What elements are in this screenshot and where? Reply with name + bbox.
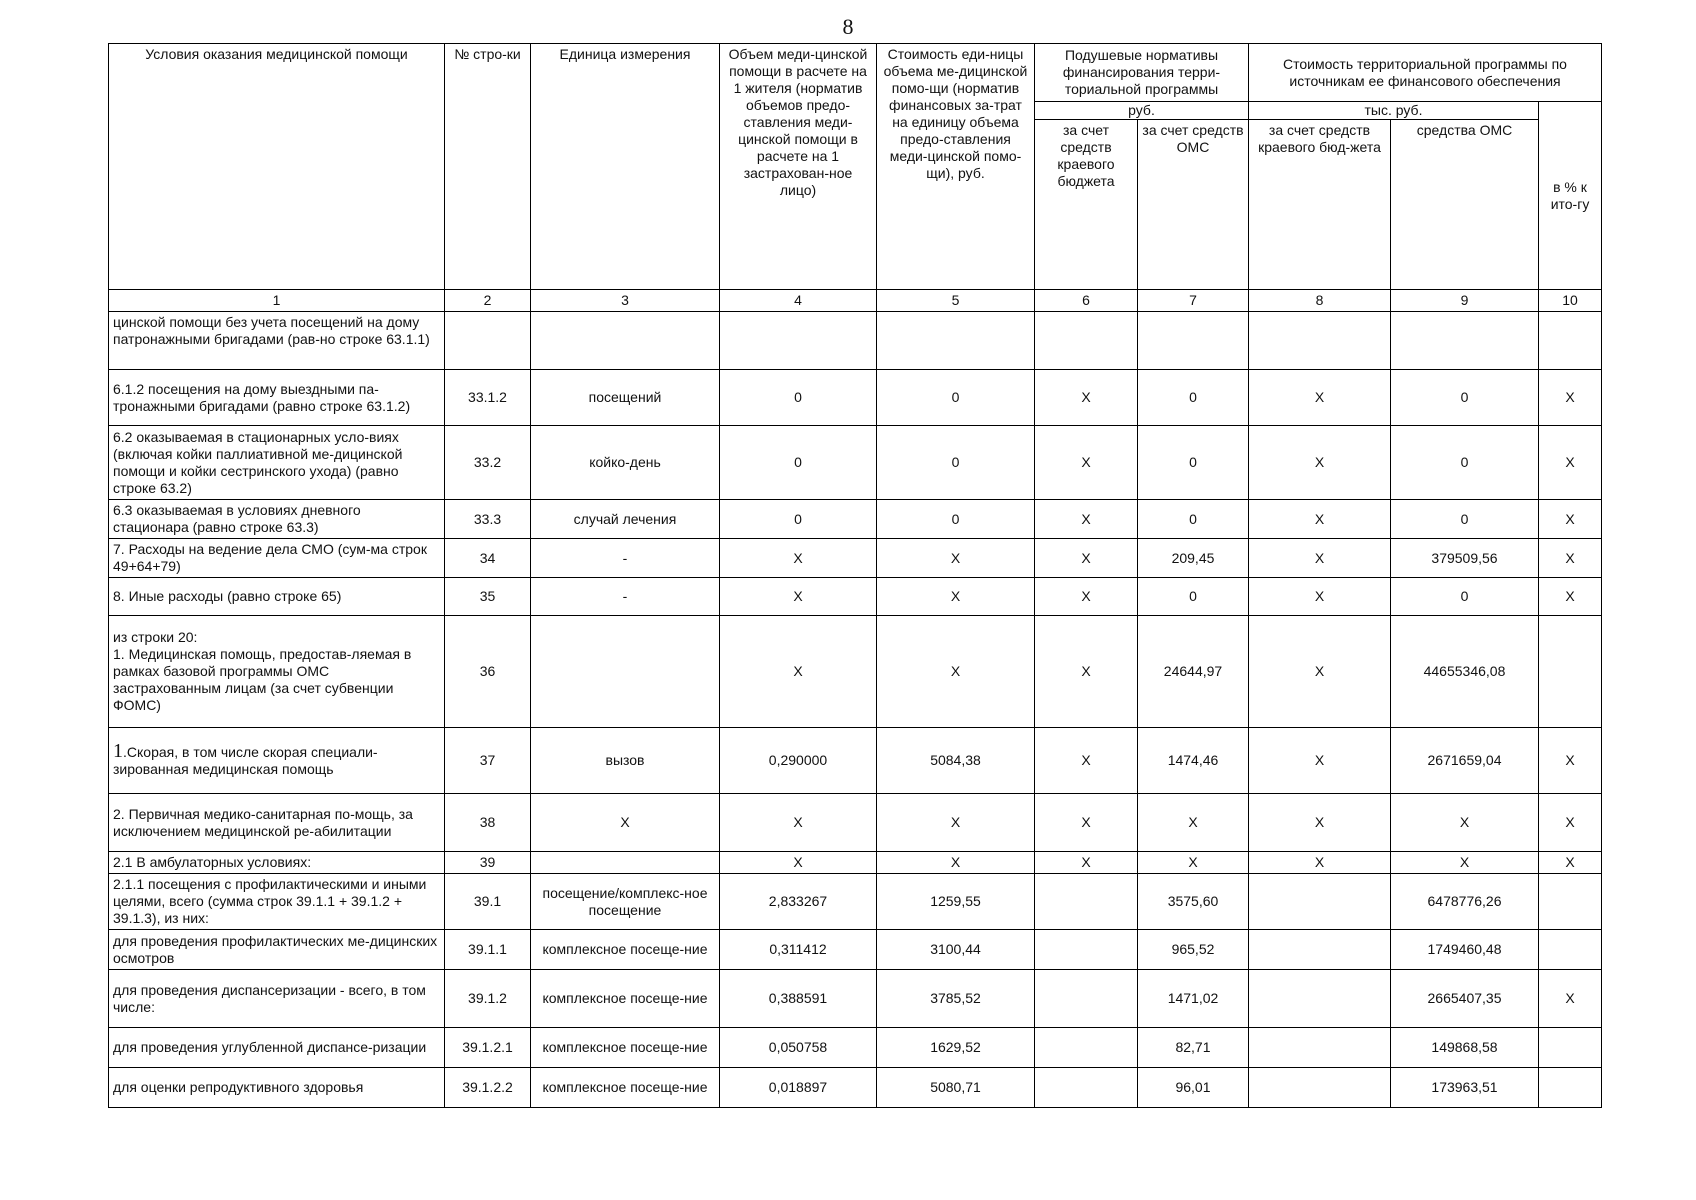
- row-condition-cell: из строки 20: 1. Медицинская помощь, предостав-ляемая в рамках базовой программы ОМС застрахованным лицам (за счет субвенции ФОМС): [109, 616, 445, 728]
- cell-col7: X: [1138, 794, 1249, 852]
- cell-col10: X: [1539, 539, 1602, 578]
- cell-col8: [1249, 970, 1391, 1028]
- header-volume: Объем меди-цинской помощи в расчете на 1 жителя (норматив объемов предо-ставления меди-цинской помощи в расчете на 1 застрахован-ное лицо): [720, 44, 877, 290]
- cell-col2: 34: [445, 539, 531, 578]
- cell-col7: X: [1138, 852, 1249, 874]
- cell-col8: X: [1249, 370, 1391, 426]
- cell-col3: посещение/комплекс-ное посещение: [531, 874, 720, 930]
- cell-col5: X: [877, 578, 1035, 616]
- cell-col5: X: [877, 852, 1035, 874]
- cell-col3: X: [531, 794, 720, 852]
- cell-col9: 0: [1391, 370, 1539, 426]
- cell-col7: 0: [1138, 578, 1249, 616]
- cell-col3: [531, 616, 720, 728]
- cell-col2: 35: [445, 578, 531, 616]
- col-number: 4: [720, 290, 877, 312]
- cell-col8: X: [1249, 578, 1391, 616]
- cell-col8: X: [1249, 500, 1391, 539]
- cell-col3: комплексное посеще-ние: [531, 1028, 720, 1068]
- cell-col2: 33.1.2: [445, 370, 531, 426]
- row-condition-cell: 2.1.1 посещения с профилактическими и иными целями, всего (сумма строк 39.1.1 + 39.1.2 + 39.1.3), из них:: [109, 874, 445, 930]
- header-unit-thousand-rub: тыс. руб.: [1249, 102, 1539, 120]
- cell-col4: 0: [720, 370, 877, 426]
- cell-col2: 39.1.2.1: [445, 1028, 531, 1068]
- header-percent-of-total: в % к ито-гу: [1539, 102, 1602, 290]
- cell-col6: X: [1035, 539, 1138, 578]
- col-number: 2: [445, 290, 531, 312]
- header-conditions: Условия оказания медицинской помощи: [109, 44, 445, 290]
- cell-col6: X: [1035, 500, 1138, 539]
- cell-col9: 44655346,08: [1391, 616, 1539, 728]
- cell-col4: X: [720, 616, 877, 728]
- cell-col2: 38: [445, 794, 531, 852]
- col-number: 5: [877, 290, 1035, 312]
- col-number: 10: [1539, 290, 1602, 312]
- cell-col4: X: [720, 852, 877, 874]
- cell-col9: 1749460,48: [1391, 930, 1539, 970]
- cell-col6: [1035, 874, 1138, 930]
- cell-col4: 2,833267: [720, 874, 877, 930]
- cell-col4: 0,388591: [720, 970, 877, 1028]
- cell-col8: X: [1249, 728, 1391, 794]
- cell-col10: [1539, 1068, 1602, 1108]
- row-condition-cell: [109, 728, 445, 794]
- table-row: [109, 578, 1602, 616]
- cell-col6: X: [1035, 426, 1138, 500]
- cell-col7: 3575,60: [1138, 874, 1249, 930]
- cell-col10: [1539, 874, 1602, 930]
- cell-col6: [1035, 930, 1138, 970]
- cell-col3: случай лечения: [531, 500, 720, 539]
- header-unit-cost: Стоимость еди-ницы объема ме-дицинской помо-щи (норматив финансовых за-трат на единицу объема предо-ставления меди-цинской помо-щи), руб.: [877, 44, 1035, 290]
- cell-col10: X: [1539, 728, 1602, 794]
- cell-col4: [720, 312, 877, 370]
- cell-col2: 37: [445, 728, 531, 794]
- row-condition-cell: 6.1.2 посещения на дому выездными па-тронажными бригадами (равно строке 63.1.2): [109, 370, 445, 426]
- program-cost-table: [108, 43, 1602, 1108]
- cell-col3: вызов: [531, 728, 720, 794]
- row-condition-cell: 8. Иные расходы (равно строке 65): [109, 578, 445, 616]
- cell-col3: посещений: [531, 370, 720, 426]
- table-row: [109, 728, 1602, 794]
- cell-col10: [1539, 930, 1602, 970]
- cell-col9: X: [1391, 852, 1539, 874]
- table-row: [109, 930, 1602, 970]
- table-row: [109, 794, 1602, 852]
- cell-col10: [1539, 616, 1602, 728]
- cell-col7: 96,01: [1138, 1068, 1249, 1108]
- row-condition-cell: 7. Расходы на ведение дела СМО (сум-ма строк 49+64+79): [109, 539, 445, 578]
- cell-col3: -: [531, 539, 720, 578]
- cell-col8: [1249, 874, 1391, 930]
- cell-col2: 39.1.1: [445, 930, 531, 970]
- cell-col6: X: [1035, 852, 1138, 874]
- cell-col4: X: [720, 794, 877, 852]
- cell-col9: X: [1391, 794, 1539, 852]
- row-condition-cell: цинской помощи без учета посещений на дому патронажными бригадами (рав-но строке 63.1.1): [109, 312, 445, 370]
- cell-col2: 39.1.2.2: [445, 1068, 531, 1108]
- cell-col8: X: [1249, 539, 1391, 578]
- cell-col6: [1035, 1028, 1138, 1068]
- table-row: [109, 312, 1602, 370]
- col-number: 1: [109, 290, 445, 312]
- header-unit: Единица измерения: [531, 44, 720, 290]
- cell-col7: 1474,46: [1138, 728, 1249, 794]
- cell-col4: 0,018897: [720, 1068, 877, 1108]
- cell-col3: [531, 312, 720, 370]
- header-per-capita-norms: Подушевые нормативы финансирования терри-ториальной программы: [1035, 44, 1249, 102]
- cell-col9: 2665407,35: [1391, 970, 1539, 1028]
- header-regional-budget: за счет средств краевого бюджета: [1035, 120, 1138, 290]
- cell-col7: [1138, 312, 1249, 370]
- header-program-cost: Стоимость территориальной программы по источникам ее финансового обеспечения: [1249, 44, 1602, 102]
- cell-col10: X: [1539, 578, 1602, 616]
- cell-col4: 0,050758: [720, 1028, 877, 1068]
- cell-col7: 24644,97: [1138, 616, 1249, 728]
- cell-col2: 33.3: [445, 500, 531, 539]
- cell-col3: комплексное посеще-ние: [531, 970, 720, 1028]
- cell-col8: X: [1249, 426, 1391, 500]
- table-row: [109, 370, 1602, 426]
- cell-col10: X: [1539, 370, 1602, 426]
- cell-col7: 209,45: [1138, 539, 1249, 578]
- table-body: [109, 312, 1602, 1108]
- table-row: [109, 616, 1602, 728]
- cell-col3: койко-день: [531, 426, 720, 500]
- cell-col10: X: [1539, 426, 1602, 500]
- cell-col9: [1391, 312, 1539, 370]
- header-oms-funds-thous: средства ОМС: [1391, 120, 1539, 290]
- cell-col9: 173963,51: [1391, 1068, 1539, 1108]
- row-item-number: 1: [113, 740, 123, 762]
- col-number: 6: [1035, 290, 1138, 312]
- cell-col7: 0: [1138, 500, 1249, 539]
- cell-col2: 36: [445, 616, 531, 728]
- col-number: 7: [1138, 290, 1249, 312]
- cell-col5: 3785,52: [877, 970, 1035, 1028]
- cell-col7: 82,71: [1138, 1028, 1249, 1068]
- table-row: [109, 970, 1602, 1028]
- cell-col5: 5080,71: [877, 1068, 1035, 1108]
- cell-col9: 2671659,04: [1391, 728, 1539, 794]
- page-number: 8: [842, 14, 854, 39]
- cell-col3: комплексное посеще-ние: [531, 1068, 720, 1108]
- header-row-number: № стро-ки: [445, 44, 531, 290]
- cell-col2: 39: [445, 852, 531, 874]
- row-condition-cell: 6.3 оказываемая в условиях дневного стационара (равно строке 63.3): [109, 500, 445, 539]
- cell-col2: [445, 312, 531, 370]
- cell-col8: [1249, 930, 1391, 970]
- cell-col6: [1035, 1068, 1138, 1108]
- table-row: [109, 874, 1602, 930]
- cell-col10: [1539, 1028, 1602, 1068]
- cell-col7: 0: [1138, 370, 1249, 426]
- col-number: 8: [1249, 290, 1391, 312]
- cell-col9: 0: [1391, 578, 1539, 616]
- cell-col4: 0: [720, 500, 877, 539]
- cell-col7: 965,52: [1138, 930, 1249, 970]
- table-row: [109, 1068, 1602, 1108]
- cell-col9: 6478776,26: [1391, 874, 1539, 930]
- col-number: 3: [531, 290, 720, 312]
- cell-col4: 0,311412: [720, 930, 877, 970]
- cell-col10: X: [1539, 500, 1602, 539]
- cell-col4: 0,290000: [720, 728, 877, 794]
- table-row: [109, 1028, 1602, 1068]
- cell-col4: X: [720, 578, 877, 616]
- cell-col8: X: [1249, 616, 1391, 728]
- cell-col8: [1249, 312, 1391, 370]
- row-condition-cell: для оценки репродуктивного здоровья: [109, 1068, 445, 1108]
- cell-col2: 39.1: [445, 874, 531, 930]
- cell-col4: 0: [720, 426, 877, 500]
- cell-col4: X: [720, 539, 877, 578]
- row-condition-text: .Скорая, в том числе скорая специали-зированная медицинская помощь: [113, 744, 378, 777]
- table-row: [109, 500, 1602, 539]
- cell-col6: X: [1035, 370, 1138, 426]
- cell-col8: [1249, 1068, 1391, 1108]
- cell-col9: 379509,56: [1391, 539, 1539, 578]
- row-condition-cell: для проведения диспансеризации - всего, в том числе:: [109, 970, 445, 1028]
- table-row: [109, 852, 1602, 874]
- cell-col8: X: [1249, 794, 1391, 852]
- cell-col5: 0: [877, 370, 1035, 426]
- cell-col5: 5084,38: [877, 728, 1035, 794]
- table-row: [109, 426, 1602, 500]
- cell-col5: [877, 312, 1035, 370]
- row-condition-cell: 2.1 В амбулаторных условиях:: [109, 852, 445, 874]
- cell-col5: 1629,52: [877, 1028, 1035, 1068]
- cell-col10: X: [1539, 794, 1602, 852]
- cell-col5: X: [877, 616, 1035, 728]
- cell-col6: X: [1035, 616, 1138, 728]
- cell-col2: 39.1.2: [445, 970, 531, 1028]
- cell-col9: 149868,58: [1391, 1028, 1539, 1068]
- table-row: [109, 539, 1602, 578]
- row-condition-cell: 2. Первичная медико-санитарная по-мощь, за исключением медицинской ре-абилитации: [109, 794, 445, 852]
- cell-col10: [1539, 312, 1602, 370]
- cell-col6: X: [1035, 794, 1138, 852]
- cell-col7: 1471,02: [1138, 970, 1249, 1028]
- cell-col5: X: [877, 794, 1035, 852]
- cell-col2: 33.2: [445, 426, 531, 500]
- cell-col6: [1035, 312, 1138, 370]
- row-condition-cell: 6.2 оказываемая в стационарных усло-виях (включая койки паллиативной ме-дицинской помощи и койки сестринского ухода) (равно строке 63.2): [109, 426, 445, 500]
- cell-col3: комплексное посеще-ние: [531, 930, 720, 970]
- col-number: 9: [1391, 290, 1539, 312]
- cell-col5: 0: [877, 500, 1035, 539]
- cell-col8: [1249, 1028, 1391, 1068]
- cell-col10: X: [1539, 970, 1602, 1028]
- header-oms-funds: за счет средств ОМС: [1138, 120, 1249, 290]
- cell-col6: [1035, 970, 1138, 1028]
- header-unit-rub: руб.: [1035, 102, 1249, 120]
- row-condition-cell: для проведения углубленной диспансе-ризации: [109, 1028, 445, 1068]
- cell-col5: 1259,55: [877, 874, 1035, 930]
- cell-col5: 0: [877, 426, 1035, 500]
- cell-col9: 0: [1391, 500, 1539, 539]
- cell-col7: 0: [1138, 426, 1249, 500]
- row-condition-cell: для проведения профилактических ме-дицинских осмотров: [109, 930, 445, 970]
- cell-col3: -: [531, 578, 720, 616]
- cell-col10: X: [1539, 852, 1602, 874]
- header-regional-budget-thous: за счет средств краевого бюд-жета: [1249, 120, 1391, 290]
- cell-col3: [531, 852, 720, 874]
- cell-col6: X: [1035, 728, 1138, 794]
- cell-col8: X: [1249, 852, 1391, 874]
- cell-col5: X: [877, 539, 1035, 578]
- cell-col5: 3100,44: [877, 930, 1035, 970]
- cell-col6: X: [1035, 578, 1138, 616]
- cell-col9: 0: [1391, 426, 1539, 500]
